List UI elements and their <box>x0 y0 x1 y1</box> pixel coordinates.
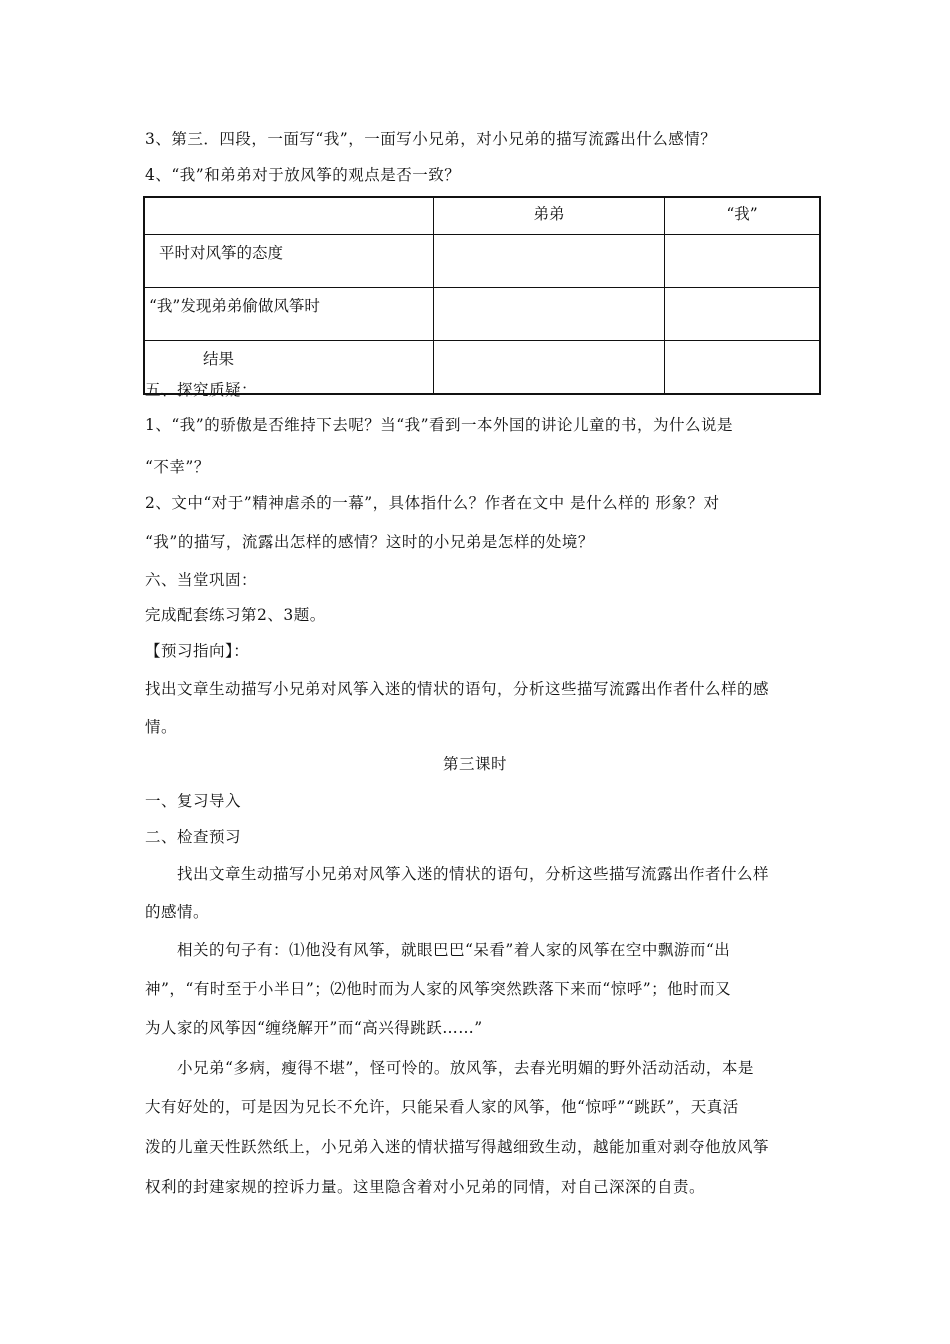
preview-heading: 【预习指向】： <box>145 642 250 660</box>
section-heading-6: 六、当堂巩固： <box>145 571 258 589</box>
paragraph-3-cont: 权利的封建家规的控诉力量。这里隐含着对小兄弟的同情，对自己深深的自责。 <box>145 1178 706 1196</box>
question-3: 3、第三．四段，一面写“我”，一面写小兄弟，对小兄弟的描写流露出什么感情？ <box>145 130 717 148</box>
paragraph-3-cont: 大有好处的，可是因为兄长不允许，只能呆看人家的风筝，他“惊呼”“跳跃”，天真活 <box>145 1098 739 1116</box>
section-heading-5: 五、探究质疑： <box>145 381 258 399</box>
table-row <box>144 288 820 341</box>
paragraph-1: 找出文章生动描写小兄弟对风筝入迷的情状的语句，分析这些描写流露出作者什么样 <box>177 865 770 883</box>
table-row-label: 平时对风筝的态度 <box>144 235 434 288</box>
preview-text-cont: 情。 <box>145 718 178 736</box>
paragraph-3-cont: 泼的儿童天性跃然纸上，小兄弟入迷的情状描写得越细致生动，越能加重对剥夺他放风筝 <box>145 1138 770 1156</box>
preview-text: 找出文章生动描写小兄弟对风筝入迷的情状的语句，分析这些描写流露出作者什么样的感 <box>145 680 770 698</box>
table-row <box>144 235 820 288</box>
table-cell <box>434 341 665 395</box>
table-cell <box>665 235 821 288</box>
lesson-title: 第三课时 <box>442 755 507 773</box>
step-2: 二、检查预习 <box>145 828 242 846</box>
table-cell <box>665 288 821 341</box>
paragraph-2-cont: 为人家的风筝因“缠绕解开”而“高兴得跳跃……” <box>145 1019 483 1037</box>
paragraph-1-cont: 的感情。 <box>145 903 210 921</box>
question-5-1-cont: “不幸”？ <box>145 458 210 476</box>
table-cell <box>665 341 821 395</box>
comparison-table <box>143 196 821 395</box>
question-5-2-cont: “我”的描写，流露出怎样的感情？这时的小兄弟是怎样的处境？ <box>145 533 594 551</box>
table-row-label: “我”发现弟弟偷做风筝时 <box>144 288 434 341</box>
paragraph-2: 相关的句子有：⑴他没有风筝，就眼巴巴“呆看”着人家的风筝在空中飘游而“出 <box>177 941 731 959</box>
table-cell <box>434 235 665 288</box>
table-header-row <box>144 197 820 235</box>
table-header-cell: “我” <box>665 197 821 235</box>
question-5-1: 1、“我”的骄傲是否维持下去呢？当“我”看到一本外国的讲论儿童的书，为什么说是 <box>145 416 734 434</box>
paragraph-2-cont: 神”，“有时至于小半日”；⑵他时而为人家的风筝突然跌落下来而“惊呼”；他时而又 <box>145 980 732 998</box>
table-header-cell <box>144 197 434 235</box>
table-header-cell: 弟弟 <box>434 197 665 235</box>
step-1: 一、复习导入 <box>145 792 242 810</box>
table-cell <box>434 288 665 341</box>
question-5-2: 2、文中“对于”精神虐杀的一幕”，具体指什么？作者在文中 是什么样的 形象？对 <box>145 494 720 512</box>
question-4: 4、“我”和弟弟对于放风筝的观点是否一致？ <box>145 166 461 184</box>
table-row-label: 结果 <box>144 341 434 395</box>
paragraph-3: 小兄弟“多病，瘦得不堪”，怪可怜的。放风筝，去春光明媚的野外活动活动，本是 <box>177 1059 754 1077</box>
practice-text: 完成配套练习第2、3题。 <box>145 606 326 624</box>
